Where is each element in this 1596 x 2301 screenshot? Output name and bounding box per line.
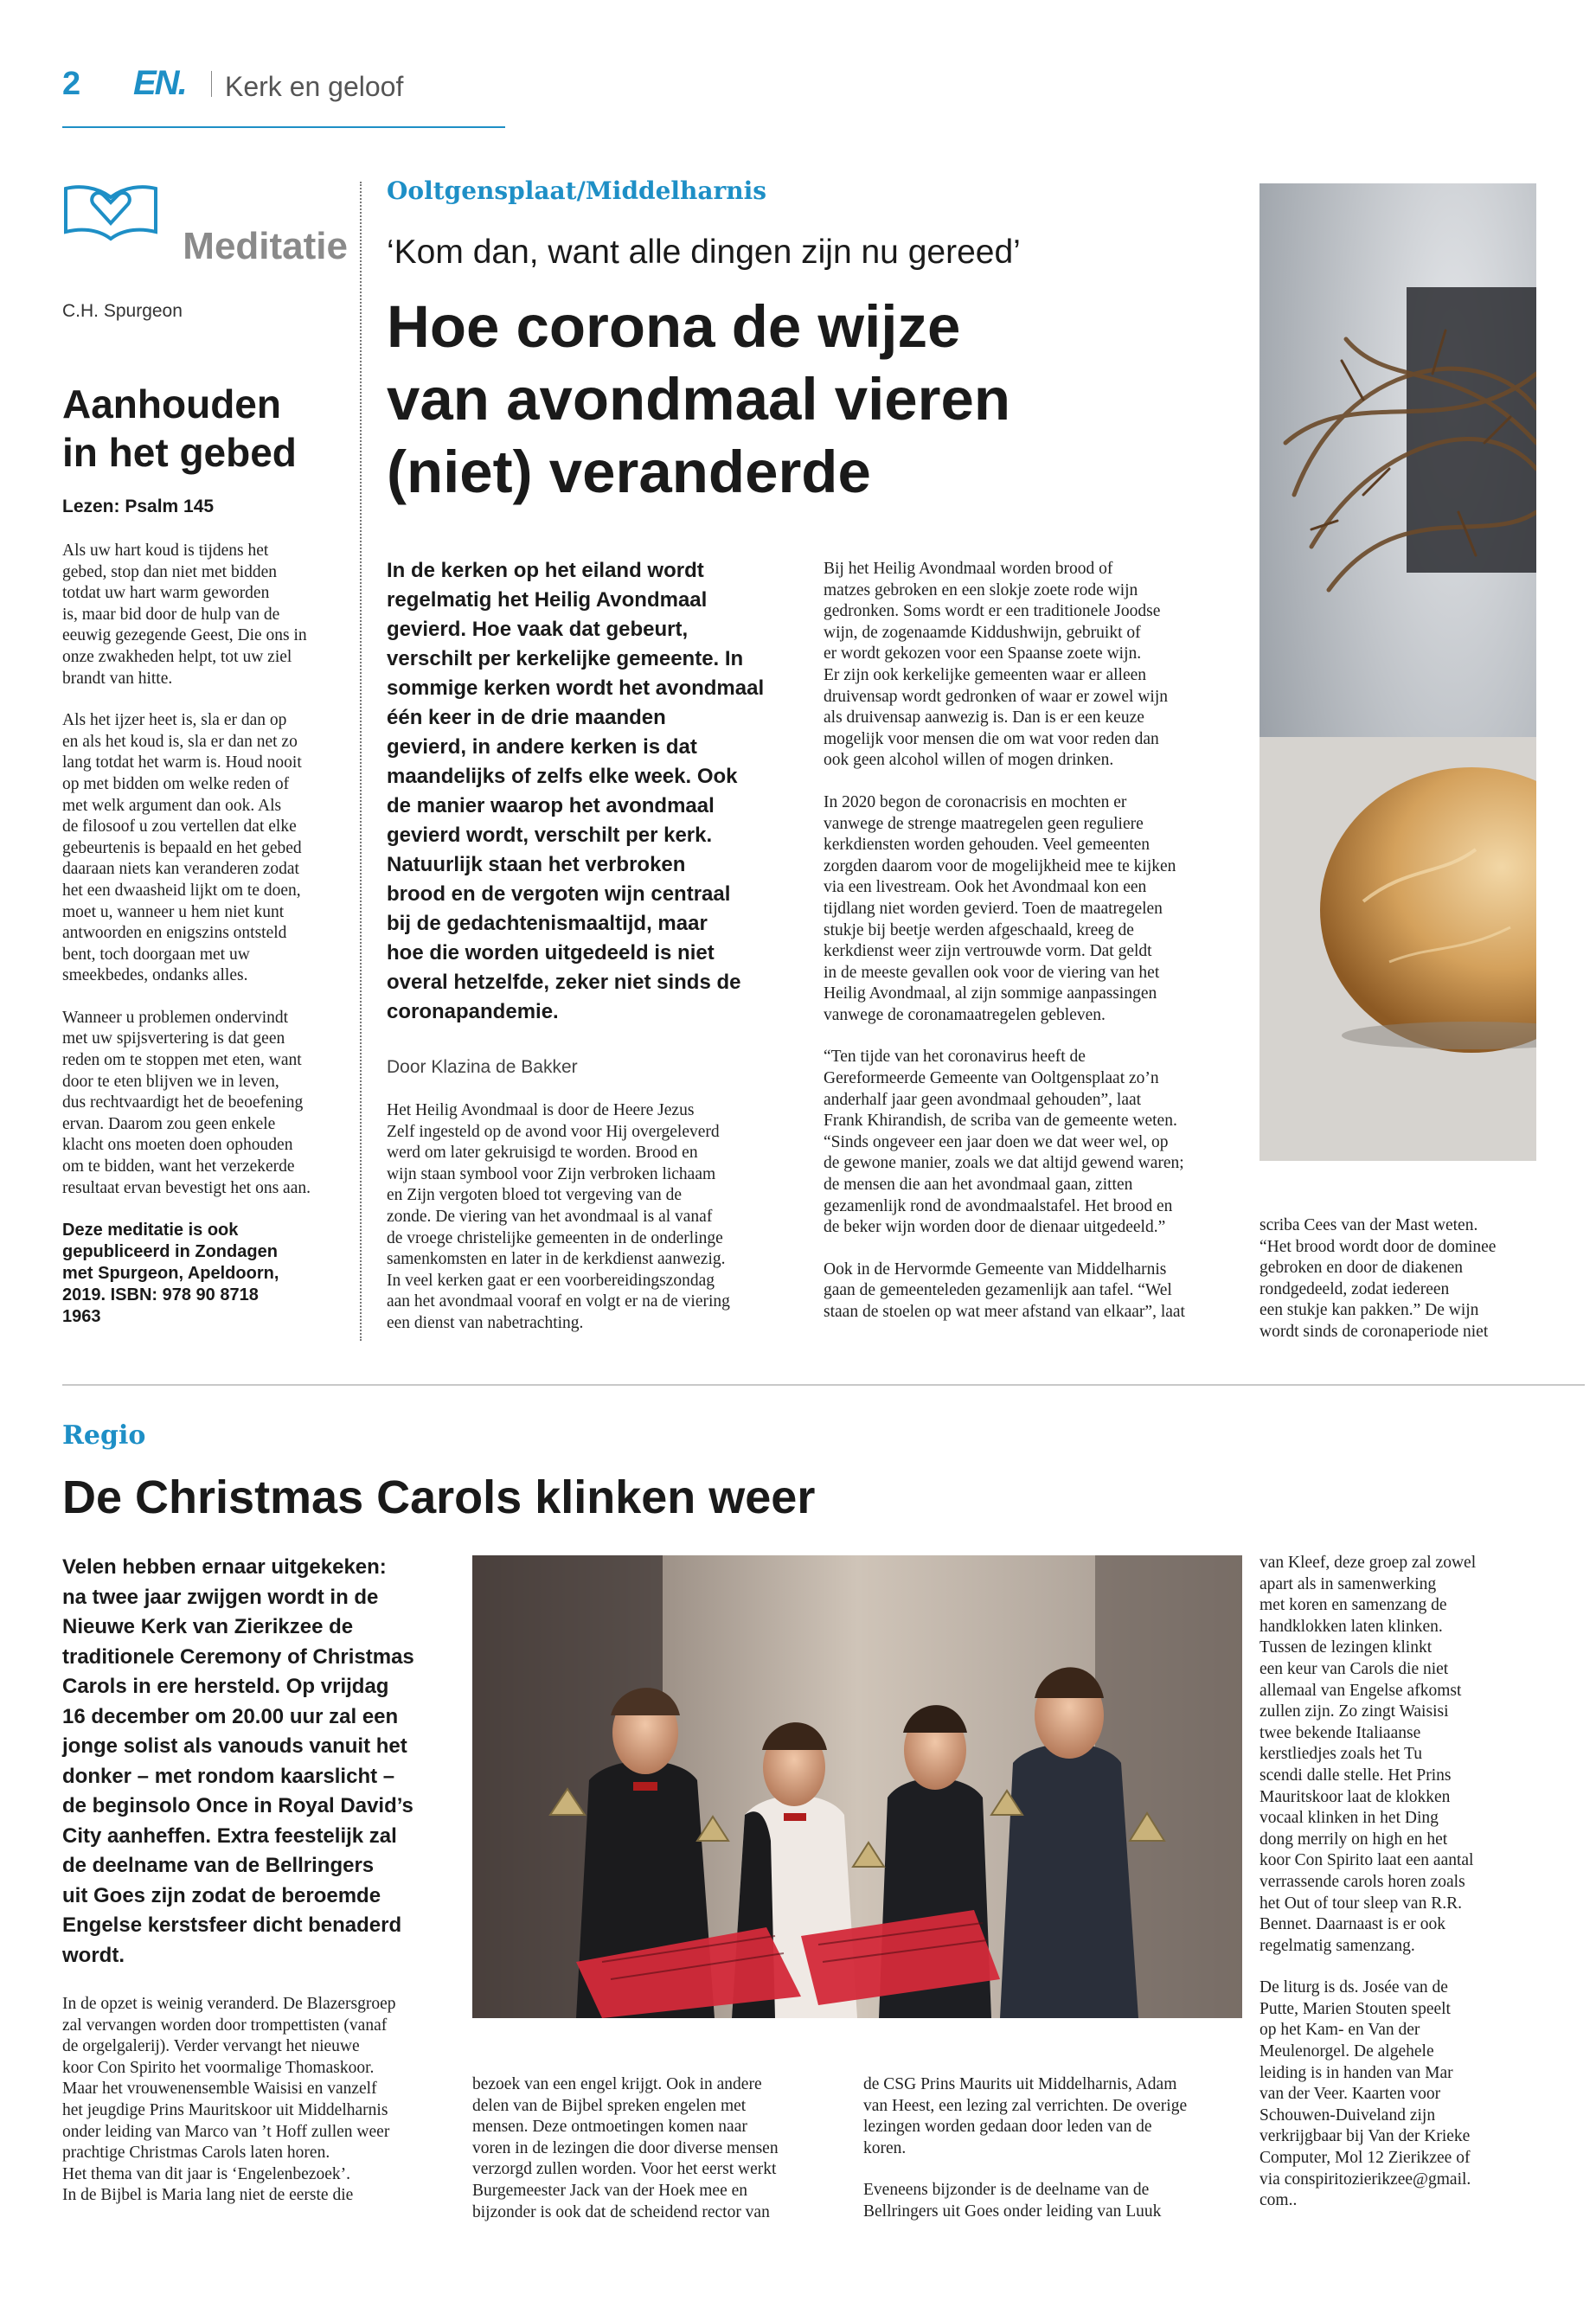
line: onze zwakheden helpt, tot uw ziel — [62, 647, 292, 666]
line: het Out of tour sleep van R.R. — [1259, 1894, 1462, 1913]
line: zal vervangen worden door trompettisten (vanaf — [62, 2016, 388, 2035]
line: prachtige Christmas Carols laten horen. — [62, 2144, 330, 2163]
line: dus rechtvaardigt het de beoefening — [62, 1093, 304, 1112]
line: wordt sinds de coronaperiode niet — [1259, 1322, 1489, 1341]
line: In de opzet is weinig veranderd. De Blazersgroep — [62, 1995, 396, 2013]
open-book-heart-icon — [62, 178, 159, 242]
line: resultaat ervan bevestigt het ons aan. — [62, 1178, 311, 1197]
line: City aanheffen. Extra feestelijk zal — [62, 1823, 397, 1848]
paragraph — [824, 792, 1239, 1027]
line: donker – met rondom kaarslicht – — [62, 1764, 395, 1788]
line: handklokken laten klinken. — [1259, 1617, 1443, 1636]
bread-photo — [1259, 183, 1536, 1161]
paragraph — [824, 559, 1239, 772]
meditatie-column — [62, 173, 348, 1341]
article1-intro — [387, 556, 793, 1027]
paragraph — [1259, 1977, 1554, 2212]
line: maandelijks of zelfs elke week. Ook — [387, 765, 738, 788]
line: Heilig Avondmaal, al zijn sommige aanpassingen — [824, 984, 1157, 1003]
line: koren. — [863, 2138, 907, 2157]
line: smeekbedes, ondanks alles. — [62, 966, 248, 985]
line: is, maar bid door de hulp van de — [62, 605, 280, 624]
line: ook geen alcohol willen of mogen drinken. — [824, 751, 1114, 770]
line: koor Con Spirito laat een aantal — [1259, 1851, 1474, 1870]
line: Zelf ingesteld op de avond voor Hij overgeleverd — [387, 1122, 720, 1141]
line: de beginsolo Once in Royal David’s — [62, 1794, 413, 1817]
line: gebroken en door de diakenen — [1259, 1259, 1463, 1278]
line: zorgden daarom voor de mogelijkheid mee te kijken — [824, 856, 1176, 875]
line: In veel kerken gaat er een voorbereidingszondag — [387, 1271, 715, 1290]
line: wijn, de zogenaamde Kiddushwijn, gebruikt of — [824, 623, 1141, 642]
line: lezingen worden gedaan door leden van de — [863, 2118, 1152, 2137]
line: Meulenorgel. De algehele — [1259, 2042, 1434, 2061]
line: zullen zijn. Zo zingt Waisisi — [1259, 1702, 1449, 1721]
line: gebed, stop dan niet met bidden — [62, 562, 278, 581]
line: gevierd. Hoe vaak dat gebeurt, — [387, 618, 689, 641]
line: klacht ons moeten doen ophouden — [62, 1136, 293, 1155]
article2-col4 — [1259, 1553, 1554, 2212]
line: brood en de vergoten wijn centraal — [387, 882, 731, 906]
section-title: Kerk en geloof — [225, 71, 404, 102]
line: reden om te stoppen met eten, want — [62, 1051, 302, 1070]
header-divider — [211, 71, 212, 97]
line: Wanneer u problemen ondervindt — [62, 1008, 289, 1027]
line: werd om later gekruisigd te worden. Brood en — [387, 1144, 698, 1163]
line: kerkdienst weer zijn vertrouwde vorm. Dat geldt — [824, 942, 1152, 961]
line: In 2020 begon de coronacrisis en mochten er — [824, 792, 1127, 811]
line: kerstliedjes zoals het Tu — [1259, 1745, 1422, 1764]
line: met Spurgeon, Apeldoorn, — [62, 1264, 279, 1284]
section-divider — [62, 1384, 1585, 1386]
line: mensen. Deze ontmoetingen komen naar — [472, 2118, 747, 2137]
line: Het Heilig Avondmaal is door de Heere Jezus — [387, 1101, 695, 1119]
line: vanwege de strenge maatregelen geen reguliere — [824, 814, 1144, 833]
line: Engelse kerstsfeer dicht benaderd — [62, 1913, 402, 1937]
line: Gereformeerde Gemeente van Ooltgensplaat zo’n — [824, 1069, 1159, 1088]
paragraph — [1259, 1553, 1554, 1957]
line: “Het brood wordt door de dominee — [1259, 1237, 1497, 1256]
line: regelmatig samenzang. — [1259, 1936, 1415, 1955]
bellringers-photo — [472, 1555, 1242, 2018]
headline-line: van avondmaal vieren — [387, 366, 1010, 433]
line: de vroege christelijke gemeenten in de onderlinge — [387, 1228, 723, 1247]
headline-line: Hoe corona de wijze — [387, 293, 961, 360]
line: aan het avondmaal vooraf en volgt er na de viering — [387, 1292, 730, 1311]
article1-col2 — [824, 559, 1239, 1324]
line: de orgelgalerij). Verder vervangt het nieuwe — [62, 2037, 360, 2056]
column-divider — [360, 182, 362, 1341]
line: Computer, Mol 12 Zierikzee of — [1259, 2149, 1471, 2168]
line: dong merrily on high en het — [1259, 1830, 1448, 1849]
line: samenkomsten en later in de kerkdienst aanwezig. — [387, 1250, 726, 1269]
line: gevierd wordt, verschilt per kerk. — [387, 824, 713, 847]
line: Burgemeester Jack van der Hoek mee en — [472, 2181, 748, 2200]
line: 16 december om 20.00 uur zal een — [62, 1704, 399, 1728]
line: met koren en samenzang de — [1259, 1596, 1447, 1615]
line: totdat uw hart warm geworden — [62, 584, 270, 603]
line: na twee jaar zwijgen wordt in de — [62, 1585, 379, 1609]
line: de beker wijn worden door de dienaar uitgedeeld.” — [824, 1218, 1166, 1237]
article2-col1 — [62, 1994, 469, 2207]
line: Putte, Marien Stouten speelt — [1259, 1999, 1451, 2018]
line: Eveneens bijzonder is de deelname van de — [863, 2181, 1150, 2200]
line: allemaal van Engelse afkomst — [1259, 1681, 1462, 1700]
line: een dienst van nabetrachting. — [387, 1313, 584, 1332]
article2-col3 — [863, 2074, 1244, 2223]
line: apart als in samenwerking — [1259, 1574, 1437, 1593]
line: ervan. Daarom zou geen enkele — [62, 1114, 276, 1133]
line: gevierd, in andere kerken is dat — [387, 735, 697, 759]
line: Als uw hart koud is tijdens het — [62, 542, 269, 560]
meditatie-paragraph-1 — [62, 541, 348, 689]
article1-kicker: Ooltgensplaat/Middelharnis — [387, 176, 767, 205]
page-number: 2 — [62, 66, 81, 102]
line: de filosoof u zou vertellen dat elke — [62, 817, 297, 836]
logo: EN. — [133, 64, 186, 102]
line: Nieuwe Kerk van Zierikzee de — [62, 1615, 354, 1638]
line: regelmatig het Heilig Avondmaal — [387, 588, 708, 612]
line: twee bekende Italiaanse — [1259, 1723, 1421, 1742]
line: gedronken. Soms wordt er een traditionele Joodse — [824, 602, 1161, 621]
line: als druivensap aanwezig is. Dan is er een keuze — [824, 708, 1144, 727]
line: de gewone manier, zoals we dat altijd gewend waren; — [824, 1154, 1184, 1173]
line: verschilt per kerkelijke gemeente. In — [387, 647, 744, 670]
line: Tussen de lezingen klinkt — [1259, 1638, 1433, 1657]
line: eeuwig gezegende Geest, Die ons in — [62, 626, 307, 645]
line: stukje bij beetje werden afgeschaald, kreeg de — [824, 920, 1134, 939]
meditatie-paragraph-3 — [62, 1008, 348, 1199]
line: van der Veer. Kaarten voor — [1259, 2085, 1441, 2104]
line: jonge solist als vanouds vanuit het — [62, 1734, 407, 1758]
line: via conspiritozierikzee@gmail. — [1259, 2170, 1471, 2189]
line: de manier waarop het avondmaal — [387, 794, 715, 817]
line: Velen hebben ernaar uitgekeken: — [62, 1555, 387, 1579]
line: staan de stoelen op wat meer afstand van elkaar”, laat — [824, 1303, 1185, 1321]
line: kerkdiensten worden gehouden. Veel gemeenten — [824, 836, 1151, 855]
article1-byline: Door Klazina de Bakker — [387, 1057, 578, 1077]
line: Als het ijzer heet is, sla er dan op — [62, 711, 287, 730]
line: hoe die worden uitgedeeld is niet — [387, 941, 715, 965]
line: onder leiding van Marco van ’t Hoff zullen weer — [62, 2122, 390, 2141]
bellringers-photo-art — [472, 1555, 1242, 2018]
line: In de Bijbel is Maria lang niet de eerste die — [62, 2186, 354, 2205]
line: druivensap wordt gedronken of waar er zowel wijn — [824, 687, 1168, 706]
line: anderhalf jaar geen avondmaal gehouden”, laat — [824, 1090, 1142, 1109]
line: verzorgd zullen worden. Voor het eerst werkt — [472, 2160, 777, 2179]
line: in de meeste gevallen ook voor de viering van het — [824, 963, 1160, 982]
line: de mensen die aan het avondmaal gaan, zitten — [824, 1176, 1133, 1195]
article2-kicker: Regio — [62, 1420, 146, 1451]
line: 2019. ISBN: 978 90 8718 — [62, 1285, 259, 1305]
line: Mauritskoor laat de klokken — [1259, 1787, 1451, 1806]
line: het jeugdige Prins Mauritskoor uit Middelharnis — [62, 2100, 388, 2119]
line: uit Goes zijn zodat de beroemde — [62, 1883, 381, 1907]
line: delen van de Bijbel spreken engelen met — [472, 2096, 747, 2115]
line: gezamenlijk rond de avondmaalstafel. Het brood en — [824, 1196, 1173, 1215]
article1-col3 — [1259, 1215, 1545, 1343]
bread-photo-art — [1259, 183, 1536, 1161]
line: Bij het Heilig Avondmaal worden brood of — [824, 560, 1113, 578]
meditatie-title-2: in het gebed — [62, 430, 297, 475]
line: leiding is in handen van Mar — [1259, 2063, 1453, 2082]
line: sommige kerken wordt het avondmaal — [387, 676, 765, 700]
line: rondgedeeld, zodat iedereen — [1259, 1279, 1450, 1298]
line: een keur van Carols die niet — [1259, 1659, 1449, 1678]
line: tijdlang niet worden gevierd. Toen de maatregelen — [824, 899, 1163, 918]
meditatie-text — [62, 541, 348, 1328]
line: overal hetzelfde, zeker niet sinds de — [387, 971, 741, 994]
line: een stukje kan pakken.” De wijn — [1259, 1301, 1479, 1320]
paragraph — [824, 1047, 1239, 1238]
line: gaan de gemeenteleden gezamenlijk aan tafel. “Wel — [824, 1281, 1172, 1300]
meditatie-paragraph-2 — [62, 710, 348, 987]
headline-line: (niet) veranderde — [387, 439, 871, 505]
line: er wordt gekozen voor een Spaanse zoete wijn. — [824, 644, 1142, 663]
line: com.. — [1259, 2191, 1298, 2210]
line: Het thema van dit jaar is ‘Engelenbezoek’. — [62, 2164, 350, 2183]
header-rule — [62, 126, 505, 128]
line: Deze meditatie is ook — [62, 1221, 239, 1240]
line: de deelname van de Bellringers — [62, 1854, 375, 1877]
meditatie-footer — [62, 1220, 348, 1328]
line: en Zijn vergoten bloed tot vergeving van de — [387, 1186, 682, 1205]
line: moet u, wanneer u hem niet kunt — [62, 902, 285, 921]
line: 1963 — [62, 1307, 101, 1327]
line: “Ten tijde van het coronavirus heeft de — [824, 1048, 1086, 1067]
article2-intro — [62, 1553, 460, 1971]
article1-col1 — [387, 1100, 793, 1335]
line: matzes gebroken en een slokje zoete rode wijn — [824, 580, 1138, 599]
meditatie-reading: Lezen: Psalm 145 — [62, 497, 215, 516]
line: lang totdat het warm is. Houd nooit — [62, 753, 302, 772]
page-header — [62, 66, 512, 104]
line: Er zijn ook kerkelijke gemeenten waar er alleen — [824, 665, 1147, 684]
line: vocaal klinken in het Ding — [1259, 1809, 1439, 1828]
line: Frank Khirandish, de scriba van de gemeente weten. — [824, 1112, 1177, 1131]
line: mogelijk voor mensen die om wat voor reden dan — [824, 729, 1159, 748]
line: gepubliceerd in Zondagen — [62, 1242, 278, 1262]
line: met welk argument dan ook. Als — [62, 796, 282, 815]
line: bij de gedachtenismaaltijd, maar — [387, 912, 708, 935]
line: scendi dalle stelle. Het Prins — [1259, 1766, 1452, 1785]
line: wordt. — [62, 1943, 125, 1967]
line: bezoek van een engel krijgt. Ook in andere — [472, 2075, 762, 2093]
line: Bennet. Daarnaast is er ook — [1259, 1915, 1445, 1934]
line: en als het koud is, sla er dan net zo — [62, 732, 298, 751]
line: wijn staan symbool voor Zijn verbroken lichaam — [387, 1164, 716, 1183]
line: Ook in de Hervormde Gemeente van Middelharnis — [824, 1259, 1167, 1279]
line: op met bidden om welke reden of — [62, 774, 290, 793]
line: coronapandemie. — [387, 1000, 559, 1023]
line: Bellringers uit Goes onder leiding van Luuk — [863, 2202, 1162, 2221]
line: Carols in ere hersteld. Op vrijdag — [62, 1675, 389, 1698]
line: van Kleef, deze groep zal zowel — [1259, 1554, 1477, 1572]
line: “Sinds ongeveer een jaar doen we dat weer wel, op — [824, 1132, 1169, 1151]
line: koor Con Spirito het voormalige Thomaskoor. — [62, 2058, 375, 2077]
line: daaraan niets kan veranderen zodat — [62, 860, 299, 879]
line: bijzonder is ook dat de scheidend rector van — [472, 2202, 770, 2221]
paragraph — [863, 2180, 1244, 2222]
line: traditionele Ceremony of Christmas — [62, 1644, 414, 1669]
line: door te eten blijven we in leven, — [62, 1072, 279, 1091]
paragraph — [824, 1259, 1239, 1324]
line: In de kerken op het eiland wordt — [387, 559, 704, 582]
article2-col2 — [472, 2074, 844, 2223]
line: op het Kam- en Van der — [1259, 2021, 1420, 2040]
article2-headline: De Christmas Carols klinken weer — [62, 1471, 816, 1523]
meditatie-title-1: Aanhouden — [62, 381, 281, 426]
line: gebeurtenis is bepaald en het gebed — [62, 838, 302, 857]
line: brandt van hitte. — [62, 669, 173, 688]
line: antwoorden en enigszins ontsteld — [62, 924, 287, 943]
line: vanwege de coronamaatregelen gebleven. — [824, 1005, 1106, 1024]
meditatie-author: C.H. Spurgeon — [62, 301, 183, 321]
article1-headline — [387, 291, 1010, 509]
line: de CSG Prins Maurits uit Middelharnis, Adam — [863, 2075, 1177, 2093]
line: verrassende carols horen zoals — [1259, 1872, 1465, 1891]
line: van Heest, een lezing zal verrichten. De overige — [863, 2096, 1188, 2115]
line: het een dwaasheid lijkt om te doen, — [62, 881, 301, 900]
line: Maar het vrouwenensemble Waisisi en vanzelf — [62, 2080, 377, 2099]
line: via een livestream. Ook het Avondmaal kon een — [824, 878, 1147, 897]
line: voren in de lezingen die door diverse mensen — [472, 2138, 779, 2157]
line: scriba Cees van der Mast weten. — [1259, 1216, 1478, 1234]
meditatie-label: Meditatie — [183, 225, 348, 267]
line: om te bidden, want het verzekerde — [62, 1157, 295, 1176]
paragraph — [863, 2074, 1244, 2159]
line: Natuurlijk staan het verbroken — [387, 853, 686, 876]
line: bent, toch doorgaan met uw — [62, 945, 250, 964]
line: één keer in de drie maanden — [387, 706, 666, 729]
line: De liturg is ds. Josée van de — [1259, 1978, 1448, 1997]
line: zonde. De viering van het avondmaal is al vanaf — [387, 1207, 713, 1226]
article1-quote: ‘Kom dan, want alle dingen zijn nu gereed’ — [387, 234, 1021, 271]
line: verkrijgbaar bij Van der Krieke — [1259, 2127, 1471, 2146]
line: Schouwen-Duiveland zijn — [1259, 2106, 1436, 2125]
line: met uw spijsvertering is dat geen — [62, 1029, 285, 1048]
